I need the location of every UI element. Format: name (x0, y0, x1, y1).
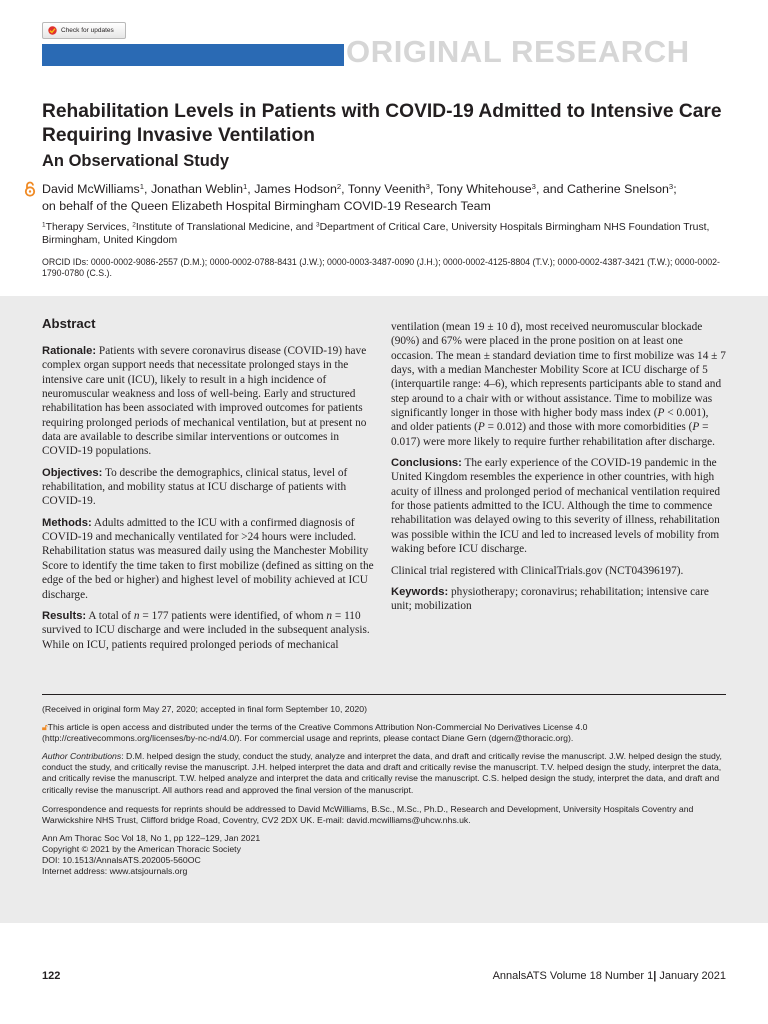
conclusions-text: The early experience of the COVID-19 pandemic in the United Kingdom resembles the experience in other countries, with high acuity of illness and prolonged period of mechanical ventilation required for those patients admitted to the ICU. Although the time to commence rehabilitation was delayed owing to this severity of illness, rehabilitation was possible within the ICU and led to increased levels of mobility from waking before ICU discharge. (391, 457, 721, 556)
rationale-paragraph (42, 344, 377, 459)
check-for-updates-button[interactable] (42, 22, 126, 39)
author: Tonny Veenith (347, 182, 426, 196)
methods-paragraph (42, 516, 377, 602)
received-dates: (Received in original form May 27, 2020; accepted in final form September 10, 2020) (42, 704, 367, 714)
results-var: P (657, 407, 665, 420)
issue-date: January 2021 (656, 970, 726, 982)
check-updates-label: Check for updates (61, 27, 114, 34)
author: James Hodson (254, 182, 337, 196)
affiliations: $^1$Therapy Services, $^2$Institute of Translational Medicine, and $^3$Department of Critical Care, University Hospitals Birmingham NHS Foundation Trust, Birmingham, United Kingdom (42, 221, 710, 246)
results-continued: ventilation (mean 19 ± 10 d), most received neuromuscular blockade (90%) and 67% were placed in the prone position on at least one occasion. The mean ± standard deviation time to first mobilize was 14 ± 7 days, with a median Manchester Mobility Score at ICU discharge of 5 (interquartile range: 4–6), which represents participants able to stand and step around to a chair with or without assistance. Time to mobilize was significantly longer in those with higher body mass index (P < 0.001), and older patients (P = 0.012) and those with more comorbidities (P = 0.017) were more likely to require further rehabilitation after discharge. (391, 321, 726, 448)
objectives-label: Objectives: (42, 466, 103, 479)
footnote-divider (42, 694, 726, 695)
orcid-ids: ORCID IDs: 0000-0002-9086-2557 (D.M.); 0000-0002-0788-8431 (J.W.); 0000-0003-3487-0090 (J.H.); 0000-0002-4125-8804 (T.V.); 0000-0002-4387-3421 (T.W.); 0000-0002-1790-0780 (C.S.). (42, 257, 720, 278)
internet-address: Internet address: www.atsjournals.org (42, 866, 188, 876)
author-list: David McWilliams$^1$, Jonathan Weblin$^1$, James Hodson$^2$, Tonny Veenith$^3$, Tony Whitehouse$^3$, and Catherine Snelson$^3$; on behalf of the Queen Elizabeth Hospital Birmingham COVID-19 Research Team (42, 181, 677, 213)
contributions-label: Author Contributions (42, 751, 122, 761)
keywords-text: physiotherapy; coronavirus; rehabilitation; intensive care unit; mobilization (391, 585, 709, 613)
objectives-text: To describe the demographics, clinical status, level of rehabilitation, and mobility status at ICU discharge of patients with COVID-19. (42, 466, 348, 508)
results-var: P (477, 421, 485, 434)
results-label: Results: (42, 609, 87, 622)
rationale-text: Patients with severe coronavirus disease (COVID-19) have complex organ support needs that necessitate prolonged stays in the intensive care unit (ICU), likely to result in a high incidence of neuromuscular weakness and loss of well-being. Early and structured rehabilitation has been associated with improved outcomes for patients requiring prolonged periods of mechanical ventilation, but at present no data are available to describe similar interventions or outcomes in COVID-19 populations. (42, 345, 367, 458)
conclusions-paragraph (391, 456, 726, 556)
affiliation-3: Department of Critical Care, University Hospitals Birmingham NHS Foundation Trust, Birmingham, United Kingdom (42, 222, 710, 246)
affiliation-1: Therapy Services, (45, 222, 133, 233)
check-updates-icon (48, 26, 57, 35)
results-text: = 110 survived to ICU discharge and were included in the subsequent analysis. While on ICU, patients required prolonged periods of mechanical (42, 609, 370, 651)
contributions-text: : D.M. helped design the study, conduct the study, analyze and interpret the data, and draft and critically revise the manuscript. J.W. helped design the study, conduct the study, and critically revise the manuscript. J.H. helped interpret the data and draft and critically revise the manuscript. T.V. helped design the study, interpret the data, and critically revise the manuscript. T.W. helped analyze and interpret the data and critically revise the manuscript. C.S. helped design the study, interpret the data, and draft and critically revise the manuscript. All authors read and approved the final version of the manuscript. (42, 751, 722, 795)
author-affiliation-sup: 2 (336, 181, 342, 191)
keywords-paragraph (391, 585, 726, 614)
correspondence: Correspondence and requests for reprints should be addressed to David McWilliams, B.Sc., M.Sc., Ph.D., Research and Development, University Hospitals Coventry and Warwickshire NHS Trust, Clifford bridge Road, Coventry, CV2 2DX UK. E-mail: david.mcwilliams@uhcw.nhs.uk. (42, 804, 694, 826)
article-title: Rehabilitation Levels in Patients with COVID-19 Admitted to Intensive Care Requiring Invasive Ventilation (42, 101, 722, 146)
author-affiliation-sup: 3 (425, 181, 430, 191)
citation: Ann Am Thorac Soc Vol 18, No 1, pp 122–129, Jan 2021 (42, 833, 261, 843)
journal-issue: AnnalsATS Volume 18 Number 1 (492, 970, 654, 982)
doi: DOI: 10.1513/AnnalsATS.202005-560OC (42, 855, 201, 865)
abstract-right-column (391, 320, 726, 621)
open-access-note (42, 722, 732, 744)
objectives-paragraph (42, 466, 377, 509)
open-access-icon (24, 181, 36, 197)
author-affiliation-sup: 1 (139, 181, 145, 191)
author: Jonathan Weblin (150, 182, 244, 196)
methods-label: Methods: (42, 516, 92, 529)
research-team: on behalf of the Queen Elizabeth Hospital Birmingham COVID-19 Research Team (42, 199, 491, 213)
copyright: Copyright © 2021 by the American Thoracic Society (42, 844, 241, 854)
affiliation-2: Institute of Translational Medicine, and (135, 222, 317, 233)
results-var: n (133, 609, 140, 622)
author: Tony Whitehouse (436, 182, 532, 196)
section-label: ORIGINAL RESEARCH (346, 34, 690, 69)
author: David McWilliams (42, 182, 140, 196)
open-access-text: This article is open access and distributed under the terms of the Creative Commons Attribution Non-Commercial No Derivatives License 4.0 (http://creativecommons.org/licenses/by-nc-nd/4.0/). For commercial usage and reprints, please contact Diane Gern (dgern@thoracic.org). (42, 722, 588, 744)
results-text: A total of (88, 609, 132, 622)
results-var: n (326, 609, 333, 622)
open-access-icon: 🔓︎ (42, 722, 48, 732)
page-number: 122 (42, 970, 61, 982)
author-affiliation-sup: 3 (531, 181, 536, 191)
header-accent-bar (42, 44, 344, 66)
results-text: = 177 patients were identified, of whom (142, 609, 324, 622)
trial-registration: Clinical trial registered with ClinicalTrials.gov (NCT04396197). (391, 564, 684, 577)
conclusions-label: Conclusions: (391, 457, 462, 470)
author-contributions (42, 751, 732, 796)
author-affiliation-sup: 1 (243, 181, 248, 191)
abstract-heading: Abstract (42, 316, 96, 331)
methods-text: Adults admitted to the ICU with a confirmed diagnosis of COVID-19 and mechanically ventilated for >24 hours were included. Rehabilitation status was measured daily using the Manchester Mobility Score to identify the time taken to first mobilize (defined as sitting on the edge of the bed or higher) and highest level of mobility achieved at ICU discharge. (42, 516, 374, 601)
keywords-label: Keywords: (391, 585, 449, 598)
results-paragraph (42, 609, 377, 652)
abstract-left-column (42, 316, 377, 652)
footer-separator: | (653, 970, 657, 982)
article-subtitle: An Observational Study (42, 152, 230, 170)
journal-footer (430, 970, 726, 982)
rationale-label: Rationale: (42, 345, 97, 357)
author-affiliation-sup: 3 (668, 181, 674, 191)
author: Catherine Snelson (566, 182, 669, 196)
results-var: P (692, 421, 700, 434)
